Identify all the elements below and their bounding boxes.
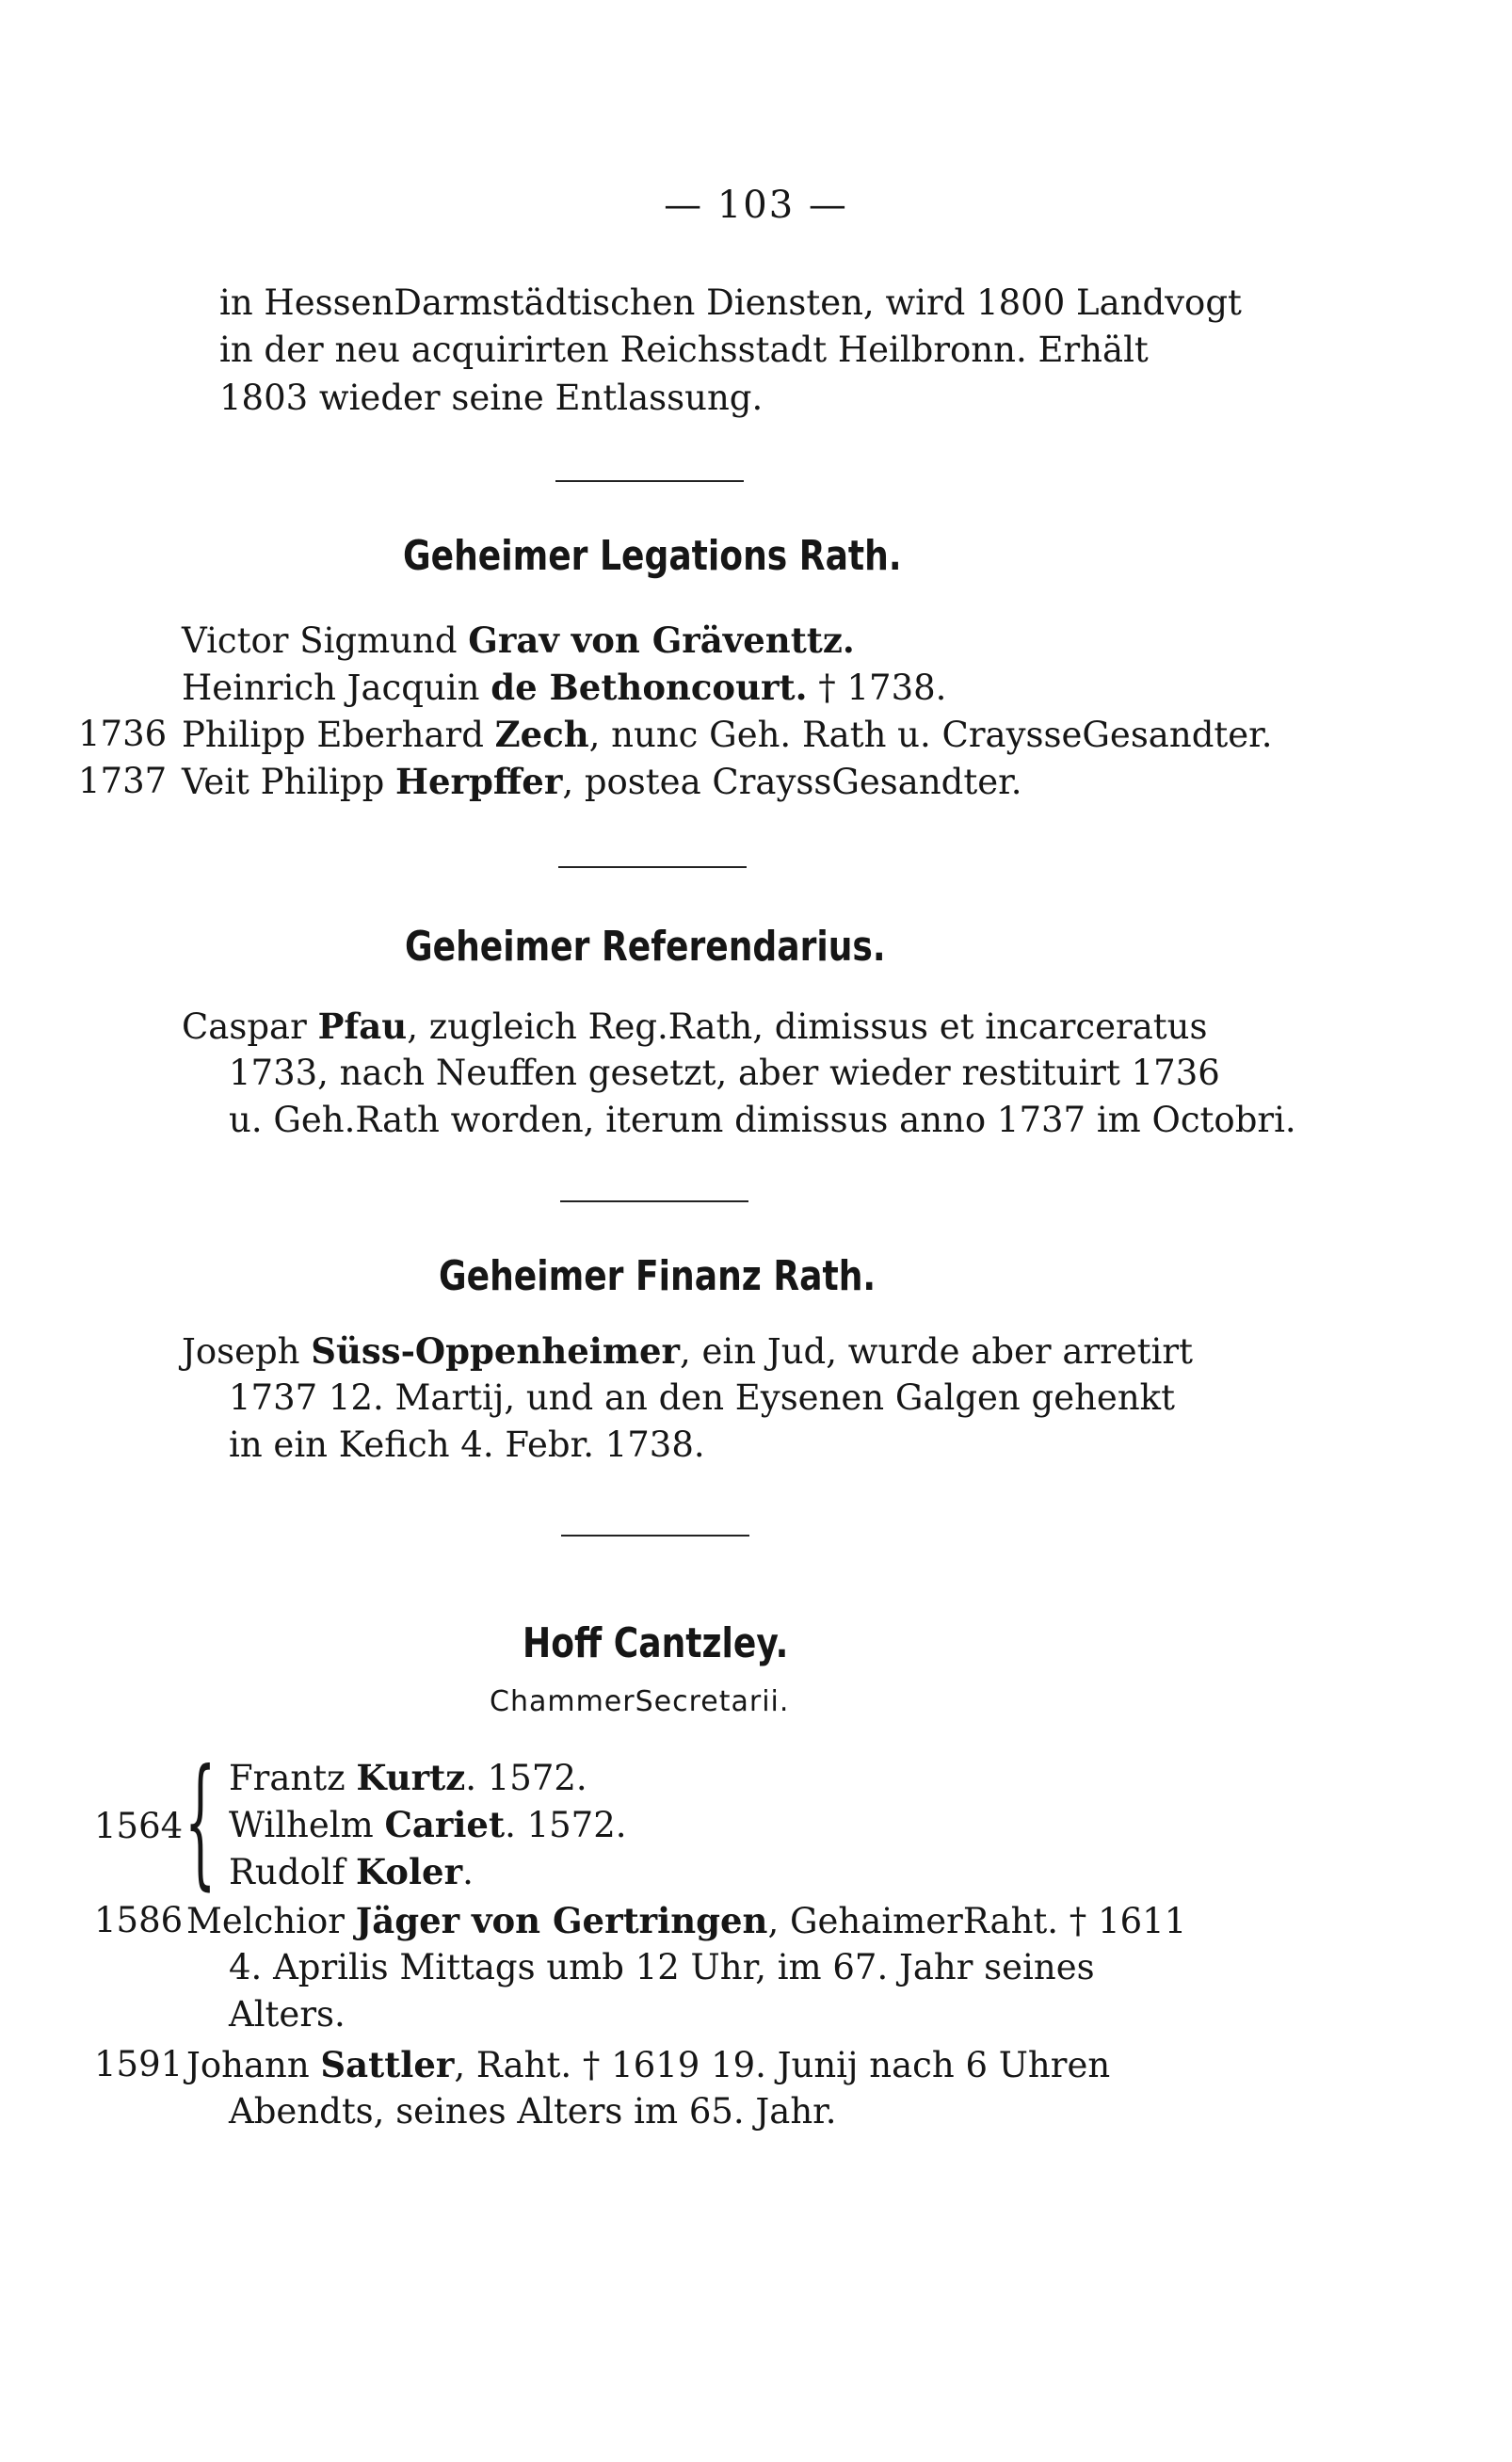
section-heading-finanz-rath: Geheimer Finanz Rath. [439,1252,877,1300]
person-name: Süss-Oppenheimer [311,1330,681,1372]
section-heading-referendarius: Geheimer Referendarius. [405,923,886,971]
paragraph-line: 1733, nach Neuffen gesetzt, aber wieder restituirt 1736 [229,1053,1220,1093]
paragraph-line: 1737 12. Martij, und an den Eysenen Galgen gehenkt [229,1377,1175,1418]
section-divider [555,480,744,482]
intro-line-2: in der neu acquirirten Reichsstadt Heilbronn. Erhält [219,330,1149,370]
section-divider [561,1535,749,1537]
person-name: Jäger von Gertringen [355,1900,768,1941]
intro-line-1: in HessenDarmstädtischen Diensten, wird 1800 Landvogt [219,282,1242,323]
section-divider [558,866,747,868]
entry-year: 1586 [94,1900,184,1940]
person-name: Pfau [317,1006,408,1047]
entry-line: Abendts, seines Alters im 65. Jahr. [229,2091,837,2132]
entry-line: Frantz Kurtz. 1572. [229,1757,587,1798]
entry-line: 4. Aprilis Mittags umb 12 Uhr, im 67. Jahr seines [229,1947,1095,1987]
person-name: Zech [494,714,589,755]
page-number: — 103 — [664,184,848,227]
person-name: Cariet [384,1804,506,1845]
entry-line: Philipp Eberhard Zech, nunc Geh. Rath u. CraysseGesandter. [182,714,1273,755]
paragraph-line: Joseph Süss-Oppenheimer, ein Jud, wurde aber arretirt [182,1330,1193,1372]
person-name: Herpffer [395,761,563,802]
entry-year: 1591 [94,2044,184,2084]
person-name: Sattler [320,2044,455,2085]
paragraph-line: u. Geh.Rath worden, iterum dimissus anno 1737 im Octobri. [229,1100,1296,1140]
entry-year: 1564 [94,1806,184,1846]
section-divider [560,1200,748,1202]
intro-line-3: 1803 wieder seine Entlassung. [219,378,764,418]
entry-line: Wilhelm Cariet. 1572. [229,1804,627,1845]
entry-line: Heinrich Jacquin de Bethoncourt. † 1738. [182,667,947,708]
entry-year: 1736 [78,714,168,754]
person-name: Grav von Gräventtz. [468,620,855,661]
section-heading-hoff-cantzley: Hoff Cantzley. [523,1619,789,1667]
person-name: Koler [355,1851,463,1892]
entry-line: Melchior Jäger von Gertringen, GehaimerRaht. † 1611 [186,1900,1187,1941]
person-name: Kurtz [356,1757,466,1798]
entry-line: Rudolf Koler. [229,1851,474,1892]
paragraph-line: Caspar Pfau, zugleich Reg.Rath, dimissus et incarceratus [182,1006,1208,1047]
entry-line: Alters. [229,1994,346,2035]
entry-year: 1737 [78,761,168,801]
person-name: de Bethoncourt. [491,667,808,708]
paragraph-line: in ein Kefich 4. Febr. 1738. [229,1424,705,1465]
entry-line: Victor Sigmund Grav von Gräventtz. [182,620,855,661]
entry-line: Veit Philipp Herpffer, postea CrayssGesandter. [182,761,1022,802]
section-heading-legations-rath: Geheimer Legations Rath. [403,532,902,580]
brace-symbol: { [185,1740,217,1904]
section-subheading: ChammerSecretarii. [490,1685,790,1718]
entry-line: Johann Sattler, Raht. † 1619 19. Junij nach 6 Uhren [186,2044,1111,2085]
